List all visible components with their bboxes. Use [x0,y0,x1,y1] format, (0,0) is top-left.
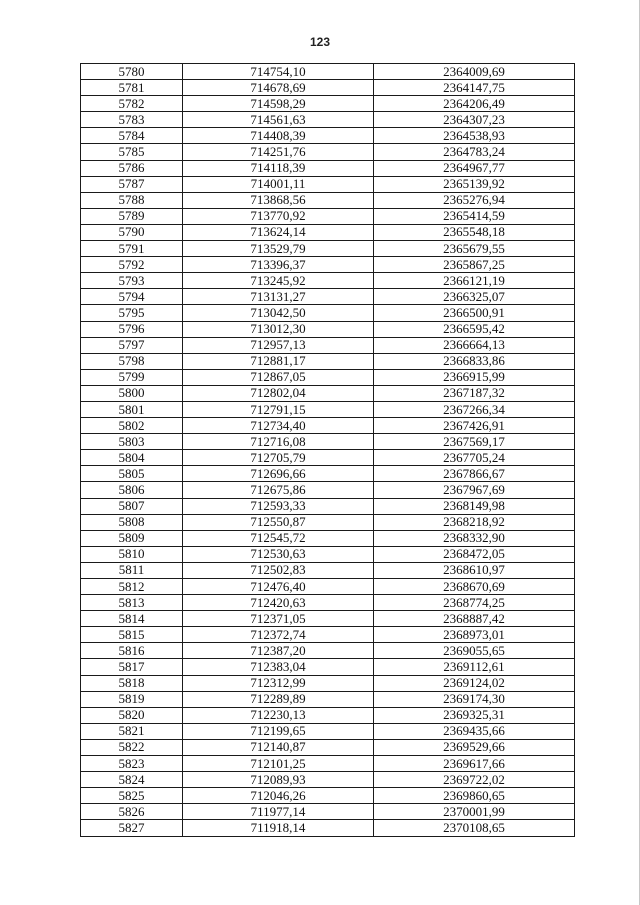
point-number-cell: 5796 [81,321,183,337]
y-coordinate-cell: 2368472,05 [374,546,575,562]
x-coordinate-cell: 712289,89 [183,691,374,707]
y-coordinate-cell: 2366833,86 [374,353,575,369]
y-coordinate-cell: 2369055,65 [374,643,575,659]
table-row [81,144,575,160]
point-number-cell: 5819 [81,691,183,707]
table-row [81,176,575,192]
y-coordinate-cell: 2369860,65 [374,788,575,804]
x-coordinate-cell: 712371,05 [183,611,374,627]
y-coordinate-cell: 2367187,32 [374,385,575,401]
x-coordinate-cell: 712530,63 [183,546,374,562]
table-row [81,160,575,176]
table-row [81,289,575,305]
point-number-cell: 5790 [81,224,183,240]
x-coordinate-cell: 712230,13 [183,707,374,723]
x-coordinate-cell: 714001,11 [183,176,374,192]
x-coordinate-cell: 712802,04 [183,385,374,401]
table-row [81,434,575,450]
table-row [81,321,575,337]
table-row [81,466,575,482]
table-row [81,723,575,739]
point-number-cell: 5780 [81,64,183,80]
table-row [81,530,575,546]
point-number-cell: 5791 [81,241,183,257]
x-coordinate-cell: 713042,50 [183,305,374,321]
table-row [81,756,575,772]
x-coordinate-cell: 712545,72 [183,530,374,546]
y-coordinate-cell: 2367266,34 [374,401,575,417]
y-coordinate-cell: 2369722,02 [374,772,575,788]
point-number-cell: 5803 [81,434,183,450]
point-number-cell: 5807 [81,498,183,514]
x-coordinate-cell: 714251,76 [183,144,374,160]
point-number-cell: 5800 [81,385,183,401]
table-row [81,401,575,417]
table-row [81,96,575,112]
y-coordinate-cell: 2365276,94 [374,192,575,208]
point-number-cell: 5826 [81,804,183,820]
x-coordinate-cell: 712101,25 [183,756,374,772]
point-number-cell: 5813 [81,595,183,611]
table-row [81,208,575,224]
table-row [81,546,575,562]
y-coordinate-cell: 2368973,01 [374,627,575,643]
point-number-cell: 5804 [81,450,183,466]
x-coordinate-cell: 712046,26 [183,788,374,804]
table-row [81,707,575,723]
x-coordinate-cell: 713245,92 [183,273,374,289]
y-coordinate-cell: 2367866,67 [374,466,575,482]
point-number-cell: 5809 [81,530,183,546]
y-coordinate-cell: 2369112,61 [374,659,575,675]
table-row [81,450,575,466]
y-coordinate-cell: 2364783,24 [374,144,575,160]
point-number-cell: 5816 [81,643,183,659]
point-number-cell: 5785 [81,144,183,160]
table-row [81,305,575,321]
y-coordinate-cell: 2368670,69 [374,579,575,595]
x-coordinate-cell: 712791,15 [183,401,374,417]
x-coordinate-cell: 712420,63 [183,595,374,611]
point-number-cell: 5814 [81,611,183,627]
x-coordinate-cell: 714754,10 [183,64,374,80]
point-number-cell: 5798 [81,353,183,369]
y-coordinate-cell: 2367569,17 [374,434,575,450]
point-number-cell: 5820 [81,707,183,723]
y-coordinate-cell: 2366595,42 [374,321,575,337]
table-row [81,739,575,755]
table-row [81,224,575,240]
y-coordinate-cell: 2364206,49 [374,96,575,112]
point-number-cell: 5824 [81,772,183,788]
y-coordinate-cell: 2370108,65 [374,820,575,836]
y-coordinate-cell: 2365139,92 [374,176,575,192]
point-number-cell: 5810 [81,546,183,562]
x-coordinate-cell: 714118,39 [183,160,374,176]
table-row [81,691,575,707]
y-coordinate-cell: 2367426,91 [374,418,575,434]
point-number-cell: 5786 [81,160,183,176]
x-coordinate-cell: 713396,37 [183,257,374,273]
y-coordinate-cell: 2364307,23 [374,112,575,128]
table-row [81,273,575,289]
x-coordinate-cell: 712312,99 [183,675,374,691]
x-coordinate-cell: 712089,93 [183,772,374,788]
x-coordinate-cell: 712696,66 [183,466,374,482]
table-row [81,241,575,257]
table-row [81,820,575,836]
point-number-cell: 5806 [81,482,183,498]
point-number-cell: 5812 [81,579,183,595]
point-number-cell: 5787 [81,176,183,192]
x-coordinate-cell: 712957,13 [183,337,374,353]
table-row [81,128,575,144]
table-row [81,772,575,788]
table-row [81,112,575,128]
point-number-cell: 5793 [81,273,183,289]
coordinates-table-body [81,64,575,837]
y-coordinate-cell: 2366664,13 [374,337,575,353]
point-number-cell: 5782 [81,96,183,112]
x-coordinate-cell: 712476,40 [183,579,374,595]
x-coordinate-cell: 712502,83 [183,562,374,578]
point-number-cell: 5821 [81,723,183,739]
y-coordinate-cell: 2369529,66 [374,739,575,755]
point-number-cell: 5802 [81,418,183,434]
point-number-cell: 5783 [81,112,183,128]
x-coordinate-cell: 712550,87 [183,514,374,530]
point-number-cell: 5795 [81,305,183,321]
y-coordinate-cell: 2368218,92 [374,514,575,530]
y-coordinate-cell: 2368149,98 [374,498,575,514]
x-coordinate-cell: 711918,14 [183,820,374,836]
x-coordinate-cell: 712881,17 [183,353,374,369]
x-coordinate-cell: 712140,87 [183,739,374,755]
x-coordinate-cell: 714408,39 [183,128,374,144]
y-coordinate-cell: 2366325,07 [374,289,575,305]
point-number-cell: 5781 [81,80,183,96]
point-number-cell: 5801 [81,401,183,417]
table-row [81,804,575,820]
point-number-cell: 5823 [81,756,183,772]
y-coordinate-cell: 2365414,59 [374,208,575,224]
x-coordinate-cell: 713624,14 [183,224,374,240]
y-coordinate-cell: 2369617,66 [374,756,575,772]
point-number-cell: 5797 [81,337,183,353]
table-row [81,192,575,208]
table-row [81,385,575,401]
point-number-cell: 5822 [81,739,183,755]
point-number-cell: 5808 [81,514,183,530]
point-number-cell: 5805 [81,466,183,482]
table-row [81,514,575,530]
table-row [81,659,575,675]
y-coordinate-cell: 2365548,18 [374,224,575,240]
page-number: 123 [309,35,331,49]
y-coordinate-cell: 2369124,02 [374,675,575,691]
table-row [81,643,575,659]
x-coordinate-cell: 714678,69 [183,80,374,96]
point-number-cell: 5792 [81,257,183,273]
y-coordinate-cell: 2369435,66 [374,723,575,739]
table-row [81,482,575,498]
y-coordinate-cell: 2364147,75 [374,80,575,96]
table-row [81,353,575,369]
y-coordinate-cell: 2366121,19 [374,273,575,289]
y-coordinate-cell: 2364967,77 [374,160,575,176]
point-number-cell: 5789 [81,208,183,224]
table-row [81,595,575,611]
y-coordinate-cell: 2367705,24 [374,450,575,466]
y-coordinate-cell: 2368610,97 [374,562,575,578]
x-coordinate-cell: 713529,79 [183,241,374,257]
x-coordinate-cell: 712734,40 [183,418,374,434]
point-number-cell: 5818 [81,675,183,691]
x-coordinate-cell: 712716,08 [183,434,374,450]
table-row [81,627,575,643]
table-row [81,369,575,385]
x-coordinate-cell: 712675,86 [183,482,374,498]
x-coordinate-cell: 712867,05 [183,369,374,385]
x-coordinate-cell: 712199,65 [183,723,374,739]
point-number-cell: 5817 [81,659,183,675]
table-row [81,498,575,514]
x-coordinate-cell: 713131,27 [183,289,374,305]
table-row [81,579,575,595]
y-coordinate-cell: 2366915,99 [374,369,575,385]
y-coordinate-cell: 2370001,99 [374,804,575,820]
x-coordinate-cell: 712705,79 [183,450,374,466]
y-coordinate-cell: 2369325,31 [374,707,575,723]
table-row [81,257,575,273]
table-row [81,64,575,80]
y-coordinate-cell: 2365867,25 [374,257,575,273]
coordinates-table [80,63,575,837]
x-coordinate-cell: 712372,74 [183,627,374,643]
table-row [81,788,575,804]
x-coordinate-cell: 714598,29 [183,96,374,112]
point-number-cell: 5784 [81,128,183,144]
table-row [81,675,575,691]
point-number-cell: 5815 [81,627,183,643]
x-coordinate-cell: 713770,92 [183,208,374,224]
point-number-cell: 5799 [81,369,183,385]
point-number-cell: 5825 [81,788,183,804]
table-row [81,611,575,627]
y-coordinate-cell: 2365679,55 [374,241,575,257]
y-coordinate-cell: 2368332,90 [374,530,575,546]
table-row [81,80,575,96]
table-row [81,562,575,578]
x-coordinate-cell: 711977,14 [183,804,374,820]
table-row [81,337,575,353]
point-number-cell: 5827 [81,820,183,836]
x-coordinate-cell: 712387,20 [183,643,374,659]
y-coordinate-cell: 2366500,91 [374,305,575,321]
point-number-cell: 5794 [81,289,183,305]
point-number-cell: 5811 [81,562,183,578]
y-coordinate-cell: 2368887,42 [374,611,575,627]
y-coordinate-cell: 2368774,25 [374,595,575,611]
table-row [81,418,575,434]
y-coordinate-cell: 2369174,30 [374,691,575,707]
x-coordinate-cell: 713868,56 [183,192,374,208]
x-coordinate-cell: 712593,33 [183,498,374,514]
x-coordinate-cell: 712383,04 [183,659,374,675]
y-coordinate-cell: 2367967,69 [374,482,575,498]
y-coordinate-cell: 2364538,93 [374,128,575,144]
y-coordinate-cell: 2364009,69 [374,64,575,80]
point-number-cell: 5788 [81,192,183,208]
x-coordinate-cell: 713012,30 [183,321,374,337]
x-coordinate-cell: 714561,63 [183,112,374,128]
